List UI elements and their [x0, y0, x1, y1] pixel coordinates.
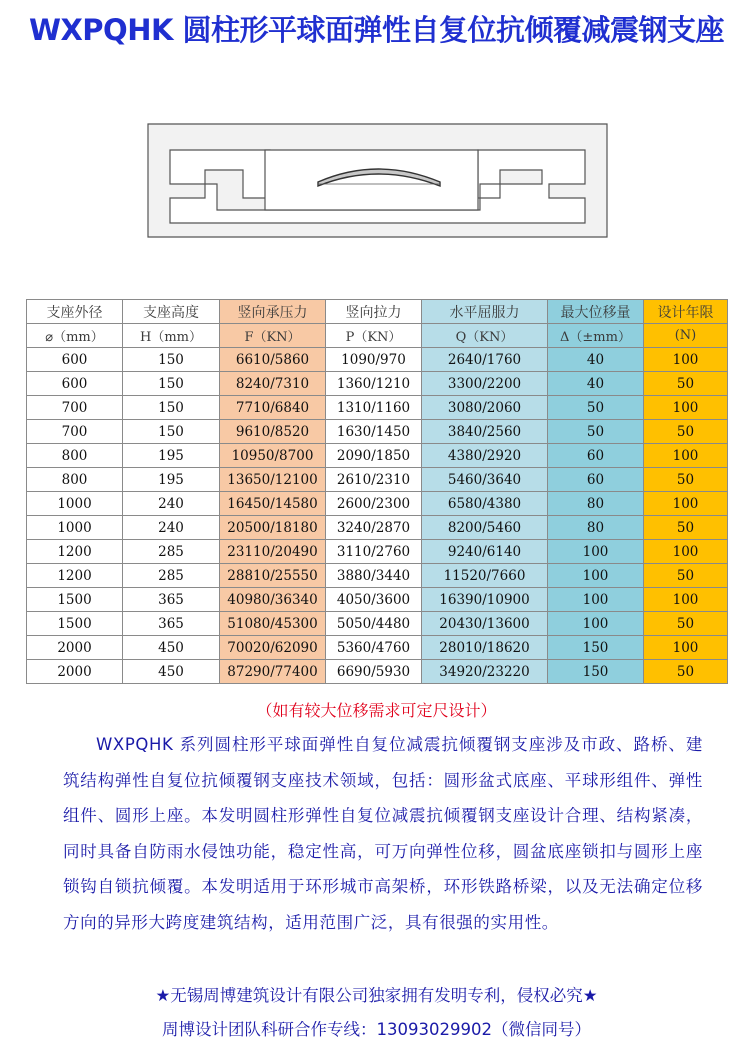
unit-tension: P（KN） [326, 324, 422, 348]
table-unit-row [27, 324, 728, 348]
cell-diameter: 1200 [27, 564, 123, 588]
cell-yield: 3080/2060 [422, 396, 548, 420]
cell-diameter: 2000 [27, 660, 123, 684]
unit-vertical-load: F（KN） [220, 324, 326, 348]
cell-displacement: 50 [548, 396, 644, 420]
cell-yield: 4380/2920 [422, 444, 548, 468]
cell-diameter: 1200 [27, 540, 123, 564]
cell-height: 150 [123, 420, 220, 444]
cell-displacement: 150 [548, 660, 644, 684]
cell-design-life: 50 [644, 516, 728, 540]
cell-tension: 3110/2760 [326, 540, 422, 564]
cell-tension: 1310/1160 [326, 396, 422, 420]
cell-vertical-load: 13650/12100 [220, 468, 326, 492]
cell-tension: 5360/4760 [326, 636, 422, 660]
header-yield: 水平屈服力 [422, 300, 548, 324]
cell-diameter: 800 [27, 468, 123, 492]
lower-base-outline [265, 150, 478, 210]
page-title: WXPQHK 圆柱形平球面弹性自复位抗倾覆减震钢支座 [28, 13, 725, 47]
spec-table [26, 299, 728, 684]
cell-height: 240 [123, 492, 220, 516]
cell-yield: 16390/10900 [422, 588, 548, 612]
table-row [27, 660, 728, 684]
patent-notice: ★无锡周博建筑设计有限公司独家拥有发明专利，侵权必究★ [155, 986, 598, 1005]
table-row [27, 396, 728, 420]
cell-vertical-load: 87290/77400 [220, 660, 326, 684]
cell-yield: 20430/13600 [422, 612, 548, 636]
header-diameter: 支座外径 [27, 300, 123, 324]
cell-displacement: 80 [548, 492, 644, 516]
cell-design-life: 50 [644, 372, 728, 396]
cell-height: 195 [123, 468, 220, 492]
cell-tension: 3240/2870 [326, 516, 422, 540]
cell-yield: 3840/2560 [422, 420, 548, 444]
cell-tension: 2090/1850 [326, 444, 422, 468]
cell-displacement: 50 [548, 420, 644, 444]
table-row [27, 588, 728, 612]
cell-yield: 9240/6140 [422, 540, 548, 564]
cell-tension: 1090/970 [326, 348, 422, 372]
cell-height: 195 [123, 444, 220, 468]
table-row [27, 612, 728, 636]
cell-yield: 34920/23220 [422, 660, 548, 684]
cell-displacement: 60 [548, 468, 644, 492]
cell-vertical-load: 6610/5860 [220, 348, 326, 372]
cell-diameter: 800 [27, 444, 123, 468]
cell-design-life: 100 [644, 348, 728, 372]
header-design-life: 设计年限 [644, 300, 728, 324]
header-displacement: 最大位移量 [548, 300, 644, 324]
custom-design-note: （如有较大位移需求可定尺设计） [256, 701, 497, 720]
cell-vertical-load: 8240/7310 [220, 372, 326, 396]
table-row [27, 492, 728, 516]
cell-height: 450 [123, 660, 220, 684]
table-row [27, 468, 728, 492]
cell-tension: 2600/2300 [326, 492, 422, 516]
table-row [27, 372, 728, 396]
cell-diameter: 1500 [27, 588, 123, 612]
cell-design-life: 50 [644, 564, 728, 588]
table-row [27, 444, 728, 468]
cell-design-life: 50 [644, 420, 728, 444]
cell-displacement: 100 [548, 540, 644, 564]
cell-vertical-load: 51080/45300 [220, 612, 326, 636]
cell-height: 150 [123, 396, 220, 420]
cell-tension: 2610/2310 [326, 468, 422, 492]
cell-design-life: 100 [644, 588, 728, 612]
cell-diameter: 600 [27, 372, 123, 396]
bearing-cross-section-diagram [0, 110, 753, 250]
cell-diameter: 600 [27, 348, 123, 372]
cell-vertical-load: 28810/25550 [220, 564, 326, 588]
cell-yield: 2640/1760 [422, 348, 548, 372]
table-row [27, 348, 728, 372]
cell-tension: 6690/5930 [326, 660, 422, 684]
cell-vertical-load: 40980/36340 [220, 588, 326, 612]
contact-line: 周博设计团队科研合作专线：13093029902（微信同号） [162, 1020, 591, 1039]
cell-displacement: 150 [548, 636, 644, 660]
unit-yield: Q（KN） [422, 324, 548, 348]
header-vertical-load: 竖向承压力 [220, 300, 326, 324]
cell-vertical-load: 16450/14580 [220, 492, 326, 516]
cell-design-life: 100 [644, 444, 728, 468]
cell-yield: 8200/5460 [422, 516, 548, 540]
cell-diameter: 2000 [27, 636, 123, 660]
cell-height: 285 [123, 564, 220, 588]
cell-displacement: 40 [548, 372, 644, 396]
cell-yield: 28010/18620 [422, 636, 548, 660]
description-paragraph: WXPQHK 系列圆柱形平球面弹性自复位减震抗倾覆钢支座涉及市政、路桥、建筑结构弹性自复位抗倾覆钢支座技术领域，包括：圆形盆式底座、平球形组件、弹性组件、圆形上座。本发明圆柱形弹性自复位减震抗倾覆钢支座设计合理、结构紧凑，同时具备自防雨水侵蚀功能，稳定性高，可万向弹性位移，圆盆底座锁扣与圆形上座锁钩自锁抗倾覆。本发明适用于环形城市高架桥，环形铁路桥梁，以及无法确定位移方向的异形大跨度建筑结构，适用范围广泛，具有很强的实用性。 [63, 735, 703, 932]
cell-yield: 6580/4380 [422, 492, 548, 516]
cell-yield: 3300/2200 [422, 372, 548, 396]
cell-displacement: 40 [548, 348, 644, 372]
cell-height: 365 [123, 612, 220, 636]
cell-vertical-load: 9610/8520 [220, 420, 326, 444]
table-row [27, 636, 728, 660]
cell-tension: 5050/4480 [326, 612, 422, 636]
cell-height: 240 [123, 516, 220, 540]
table-row [27, 516, 728, 540]
cell-height: 365 [123, 588, 220, 612]
table-row [27, 564, 728, 588]
cell-tension: 3880/3440 [326, 564, 422, 588]
cell-height: 150 [123, 348, 220, 372]
cell-design-life: 100 [644, 492, 728, 516]
cell-tension: 1360/1210 [326, 372, 422, 396]
cell-tension: 4050/3600 [326, 588, 422, 612]
cell-design-life: 50 [644, 468, 728, 492]
unit-displacement: Δ（±mm） [548, 324, 644, 348]
cell-vertical-load: 20500/18180 [220, 516, 326, 540]
unit-diameter: ⌀（mm） [27, 324, 123, 348]
cell-displacement: 100 [548, 612, 644, 636]
cell-vertical-load: 7710/6840 [220, 396, 326, 420]
cell-diameter: 1000 [27, 516, 123, 540]
cell-diameter: 1000 [27, 492, 123, 516]
table-header-row [27, 300, 728, 324]
cell-diameter: 1500 [27, 612, 123, 636]
cell-diameter: 700 [27, 420, 123, 444]
unit-design-life: (N) [644, 324, 728, 348]
header-height: 支座高度 [123, 300, 220, 324]
cell-vertical-load: 10950/8700 [220, 444, 326, 468]
table-row [27, 420, 728, 444]
cell-displacement: 100 [548, 588, 644, 612]
cell-displacement: 100 [548, 564, 644, 588]
cell-vertical-load: 70020/62090 [220, 636, 326, 660]
cell-design-life: 50 [644, 612, 728, 636]
cell-tension: 1630/1450 [326, 420, 422, 444]
cell-design-life: 100 [644, 540, 728, 564]
cell-design-life: 100 [644, 396, 728, 420]
cell-displacement: 80 [548, 516, 644, 540]
cell-yield: 5460/3640 [422, 468, 548, 492]
table-row [27, 540, 728, 564]
cell-height: 285 [123, 540, 220, 564]
cell-design-life: 100 [644, 636, 728, 660]
cell-design-life: 50 [644, 660, 728, 684]
cell-height: 450 [123, 636, 220, 660]
cell-diameter: 700 [27, 396, 123, 420]
cell-yield: 11520/7660 [422, 564, 548, 588]
cell-displacement: 60 [548, 444, 644, 468]
header-tension: 竖向拉力 [326, 300, 422, 324]
unit-height: H（mm） [123, 324, 220, 348]
cell-height: 150 [123, 372, 220, 396]
cell-vertical-load: 23110/20490 [220, 540, 326, 564]
